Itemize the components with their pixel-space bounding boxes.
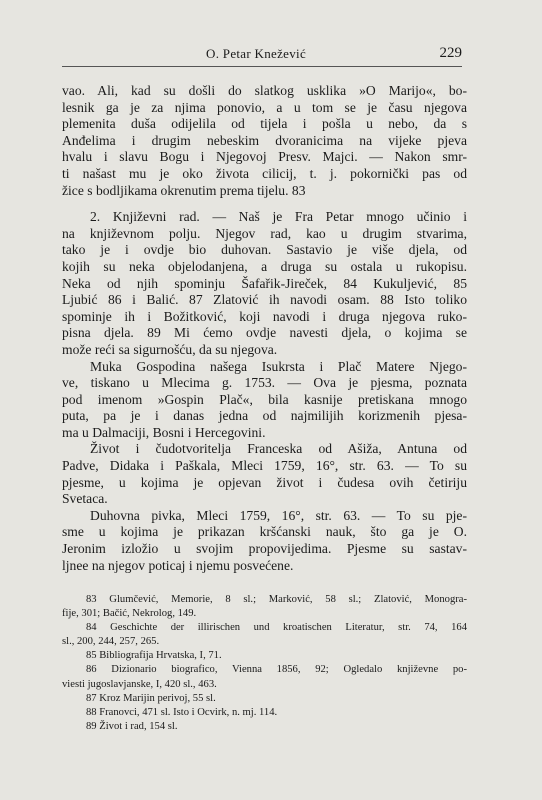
page-header — [62, 40, 462, 62]
body-line: hvalu i slavu Bogu i Njegovoj Presv. Majci. — Nakon smr- — [62, 149, 467, 165]
body-line: Život i čudotvoritelja Franceska od Ašiža, Antuna od — [90, 441, 467, 457]
body-line: Anđelima i drugim nebeskim dvoranicima na vijeke pjeva — [62, 132, 467, 148]
body-text — [62, 83, 467, 574]
page-number: 229 — [439, 45, 462, 61]
body-line: Muka Gospodina našega Isukrsta i Plač Matere Njego- — [90, 358, 467, 374]
running-title: O. Petar Knežević — [206, 46, 307, 61]
body-line: 2. Književni rad. — Naš je Fra Petar mnogo učinio i — [90, 209, 467, 225]
body-line: pjesme, u kojima je opjevan život i čudesa ovih četiriju — [62, 474, 467, 490]
body-line: Padve, Didaka i Paškala, Mleci 1759, 16°, str. 63. — To su — [62, 458, 467, 474]
header-rule — [62, 66, 462, 67]
footnote-line: 85 Bibliografija Hrvatska, I, 71. — [86, 650, 222, 662]
footnote-line: 84 Geschichte der illirischen und kroatischen Literatur, str. 74, 164 — [86, 622, 467, 634]
paragraph-gap — [62, 199, 467, 209]
body-line: tako je i ovdje bio duhovan. Sastavio je više djela, od — [62, 242, 467, 258]
body-line: sme u kojima je prikazan kršćanski nauk, što ga je O. — [62, 524, 467, 540]
body-line: pisna djela. 89 Mi ćemo ovdje navesti djela, o kojima se — [62, 325, 467, 341]
body-line: može reći sa sigurnošću, da su njegova. — [62, 341, 278, 357]
body-line: Jeronim izložio u svojim propovijedima. Pjesme su sastav- — [62, 541, 467, 557]
body-line: plemenita duša odijelila od tijela i pošla u nebo, da s — [62, 116, 467, 132]
body-line: Ljubić 86 i Balić. 87 Zlatović ih navodi osam. 88 Isto toliko — [62, 292, 467, 308]
body-line: kojih su neka objelodanjena, a druga su ostala u rukopisu. — [62, 258, 467, 274]
body-line: pod imenom »Gospin Plač«, bila kasnije pretiskana mnogo — [62, 391, 467, 407]
body-line: Duhovna pivka, Mleci 1759, 16°, str. 63. — To su pje- — [90, 507, 467, 523]
footnote-line: viesti jugoslavjanske, I, 420 sl., 463. — [62, 678, 217, 690]
footnote-line: fije, 301; Bačić, Nekrolog, 149. — [62, 608, 197, 620]
body-line: puta, pa je i danas jedna od najmilijih korizmenih pjesa- — [62, 408, 467, 424]
body-line: vao. Ali, kad su došli do slatkog usklika »O Marijo«, bo- — [62, 83, 467, 98]
footnotes — [62, 593, 467, 734]
body-line: Neka od njih spominju Šafařik-Jireček, 84 Kukuljević, 85 — [62, 275, 467, 291]
footnote-line: sl., 200, 244, 257, 265. — [62, 636, 160, 648]
footnote-line: 87 Kroz Marijin perivoj, 55 sl. — [86, 692, 216, 704]
body-line: Svetaca. — [62, 491, 108, 507]
body-line: ma u Dalmaciji, Bosni i Hercegovini. — [62, 424, 266, 440]
body-line: spominje ih i Božitković, koji navodi i druga njegova ruko- — [62, 308, 467, 324]
footnote-line: 83 Glumčević, Memorie, 8 sl.; Marković, 58 sl.; Zlatović, Monogra- — [86, 594, 467, 605]
body-line: žice s bodljikama okrenutim prema tijelu. 83 — [62, 182, 306, 198]
footnote-line: 86 Dizionario biografico, Vienna 1856, 92; Ogledalo književne po- — [86, 664, 467, 676]
body-line: ljnee na njegov poticaj i njemu posvećene. — [62, 557, 294, 573]
footnote-line: 89 Život i rad, 154 sl. — [86, 720, 178, 732]
footnote-line: 88 Franovci, 471 sl. Isto i Ocvirk, n. mj. 114. — [86, 706, 278, 718]
body-line: ti našast mu je oko života cilicij, t. j. pokornički pas od — [62, 165, 467, 181]
body-line: na književnom polju. Njegov rad, kao u drugim stvarima, — [62, 225, 467, 241]
body-line: ve, tiskano u Mlecima g. 1753. — Ova je pjesma, poznata — [62, 375, 467, 391]
body-line: lesnik ga je za njima ponovio, a u tom se je času njegova — [62, 99, 467, 115]
